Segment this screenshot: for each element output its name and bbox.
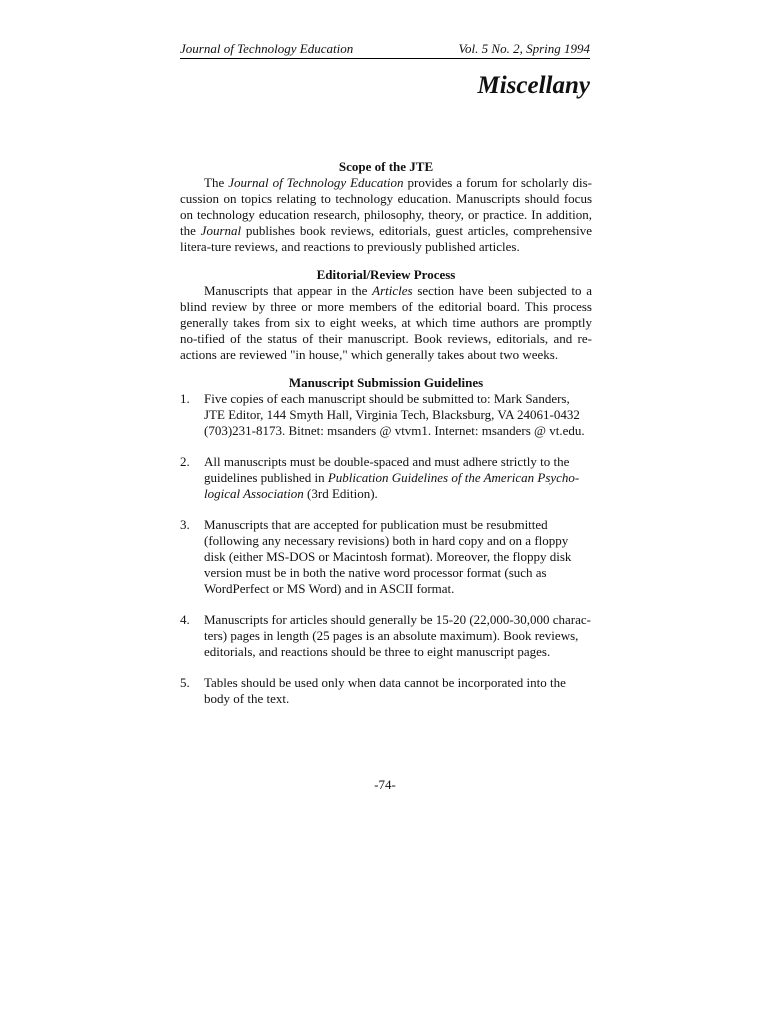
issue-info: Vol. 5 No. 2, Spring 1994 [458, 41, 590, 56]
list-item [180, 675, 592, 707]
scope-heading: Scope of the JTE [338, 159, 434, 174]
review-heading: Editorial/Review Process [316, 267, 456, 282]
item-text: Tables should be used only when data cannot be incorporated into the body of the text. [204, 675, 566, 706]
list-item [180, 391, 592, 439]
item-number: 4. [180, 612, 190, 627]
page-number: -74- [374, 777, 396, 792]
item-number: 3. [180, 517, 190, 532]
guidelines-heading: Manuscript Submission Guidelines [288, 375, 484, 390]
scope-paragraph: The Journal of Technology Education provides a forum for scholarly dis-cussion on topics relating to technology education. Manuscripts should focus on technology education research, philosophy, theory, or practice. In addition, the Journal publishes book reviews, editorials, guest articles, comprehensive litera-ture reviews, and reactions to previously published articles. [180, 175, 592, 254]
item-text: Manuscripts that are accepted for publication must be resubmitted (following any necessary revisions) both in hard copy and on a floppy disk (either MS-DOS or Macintosh format). Moreover, the floppy disk version must be in both the native word processor format (such as WordPerfect or MS Word) and in ASCII format. [204, 517, 572, 596]
list-item [180, 454, 592, 502]
item-number: 2. [180, 454, 190, 469]
item-number: 1. [180, 391, 190, 406]
journal-title: Journal of Technology Education [180, 41, 354, 56]
item-text: All manuscripts must be double-spaced and must adhere strictly to the guidelines published in Publication Guidelines of the American Psycho-logical Association (3rd Edition). [204, 454, 580, 501]
guidelines-list [180, 391, 592, 707]
item-text: Manuscripts for articles should generally be 15-20 (22,000-30,000 charac-ters) pages in length (25 pages is an absolute maximum). Book reviews, editorials, and reactions should be three to eight manuscript pages. [204, 612, 591, 659]
running-header [180, 41, 590, 59]
list-item [180, 612, 592, 660]
section-title: Miscellany [477, 72, 590, 99]
article-body [180, 159, 592, 722]
review-paragraph: Manuscripts that appear in the Articles section have been subjected to a blind review by three or more members of the editorial board. This process generally takes from six to eight weeks, at which time authors are promptly no-tified of the status of their manuscript. Book reviews, editorials, and re- actions are reviewed "in house," which generally takes about two weeks. [180, 283, 592, 362]
list-item [180, 517, 592, 597]
item-text: Five copies of each manuscript should be submitted to: Mark Sanders, JTE Editor, 144 Smyth Hall, Virginia Tech, Blacksburg, VA 24061-0432 (703)231-8173. Bitnet: msanders @ vtvm1. Internet: msanders @ vt.edu. [204, 391, 585, 438]
item-number: 5. [180, 675, 190, 690]
